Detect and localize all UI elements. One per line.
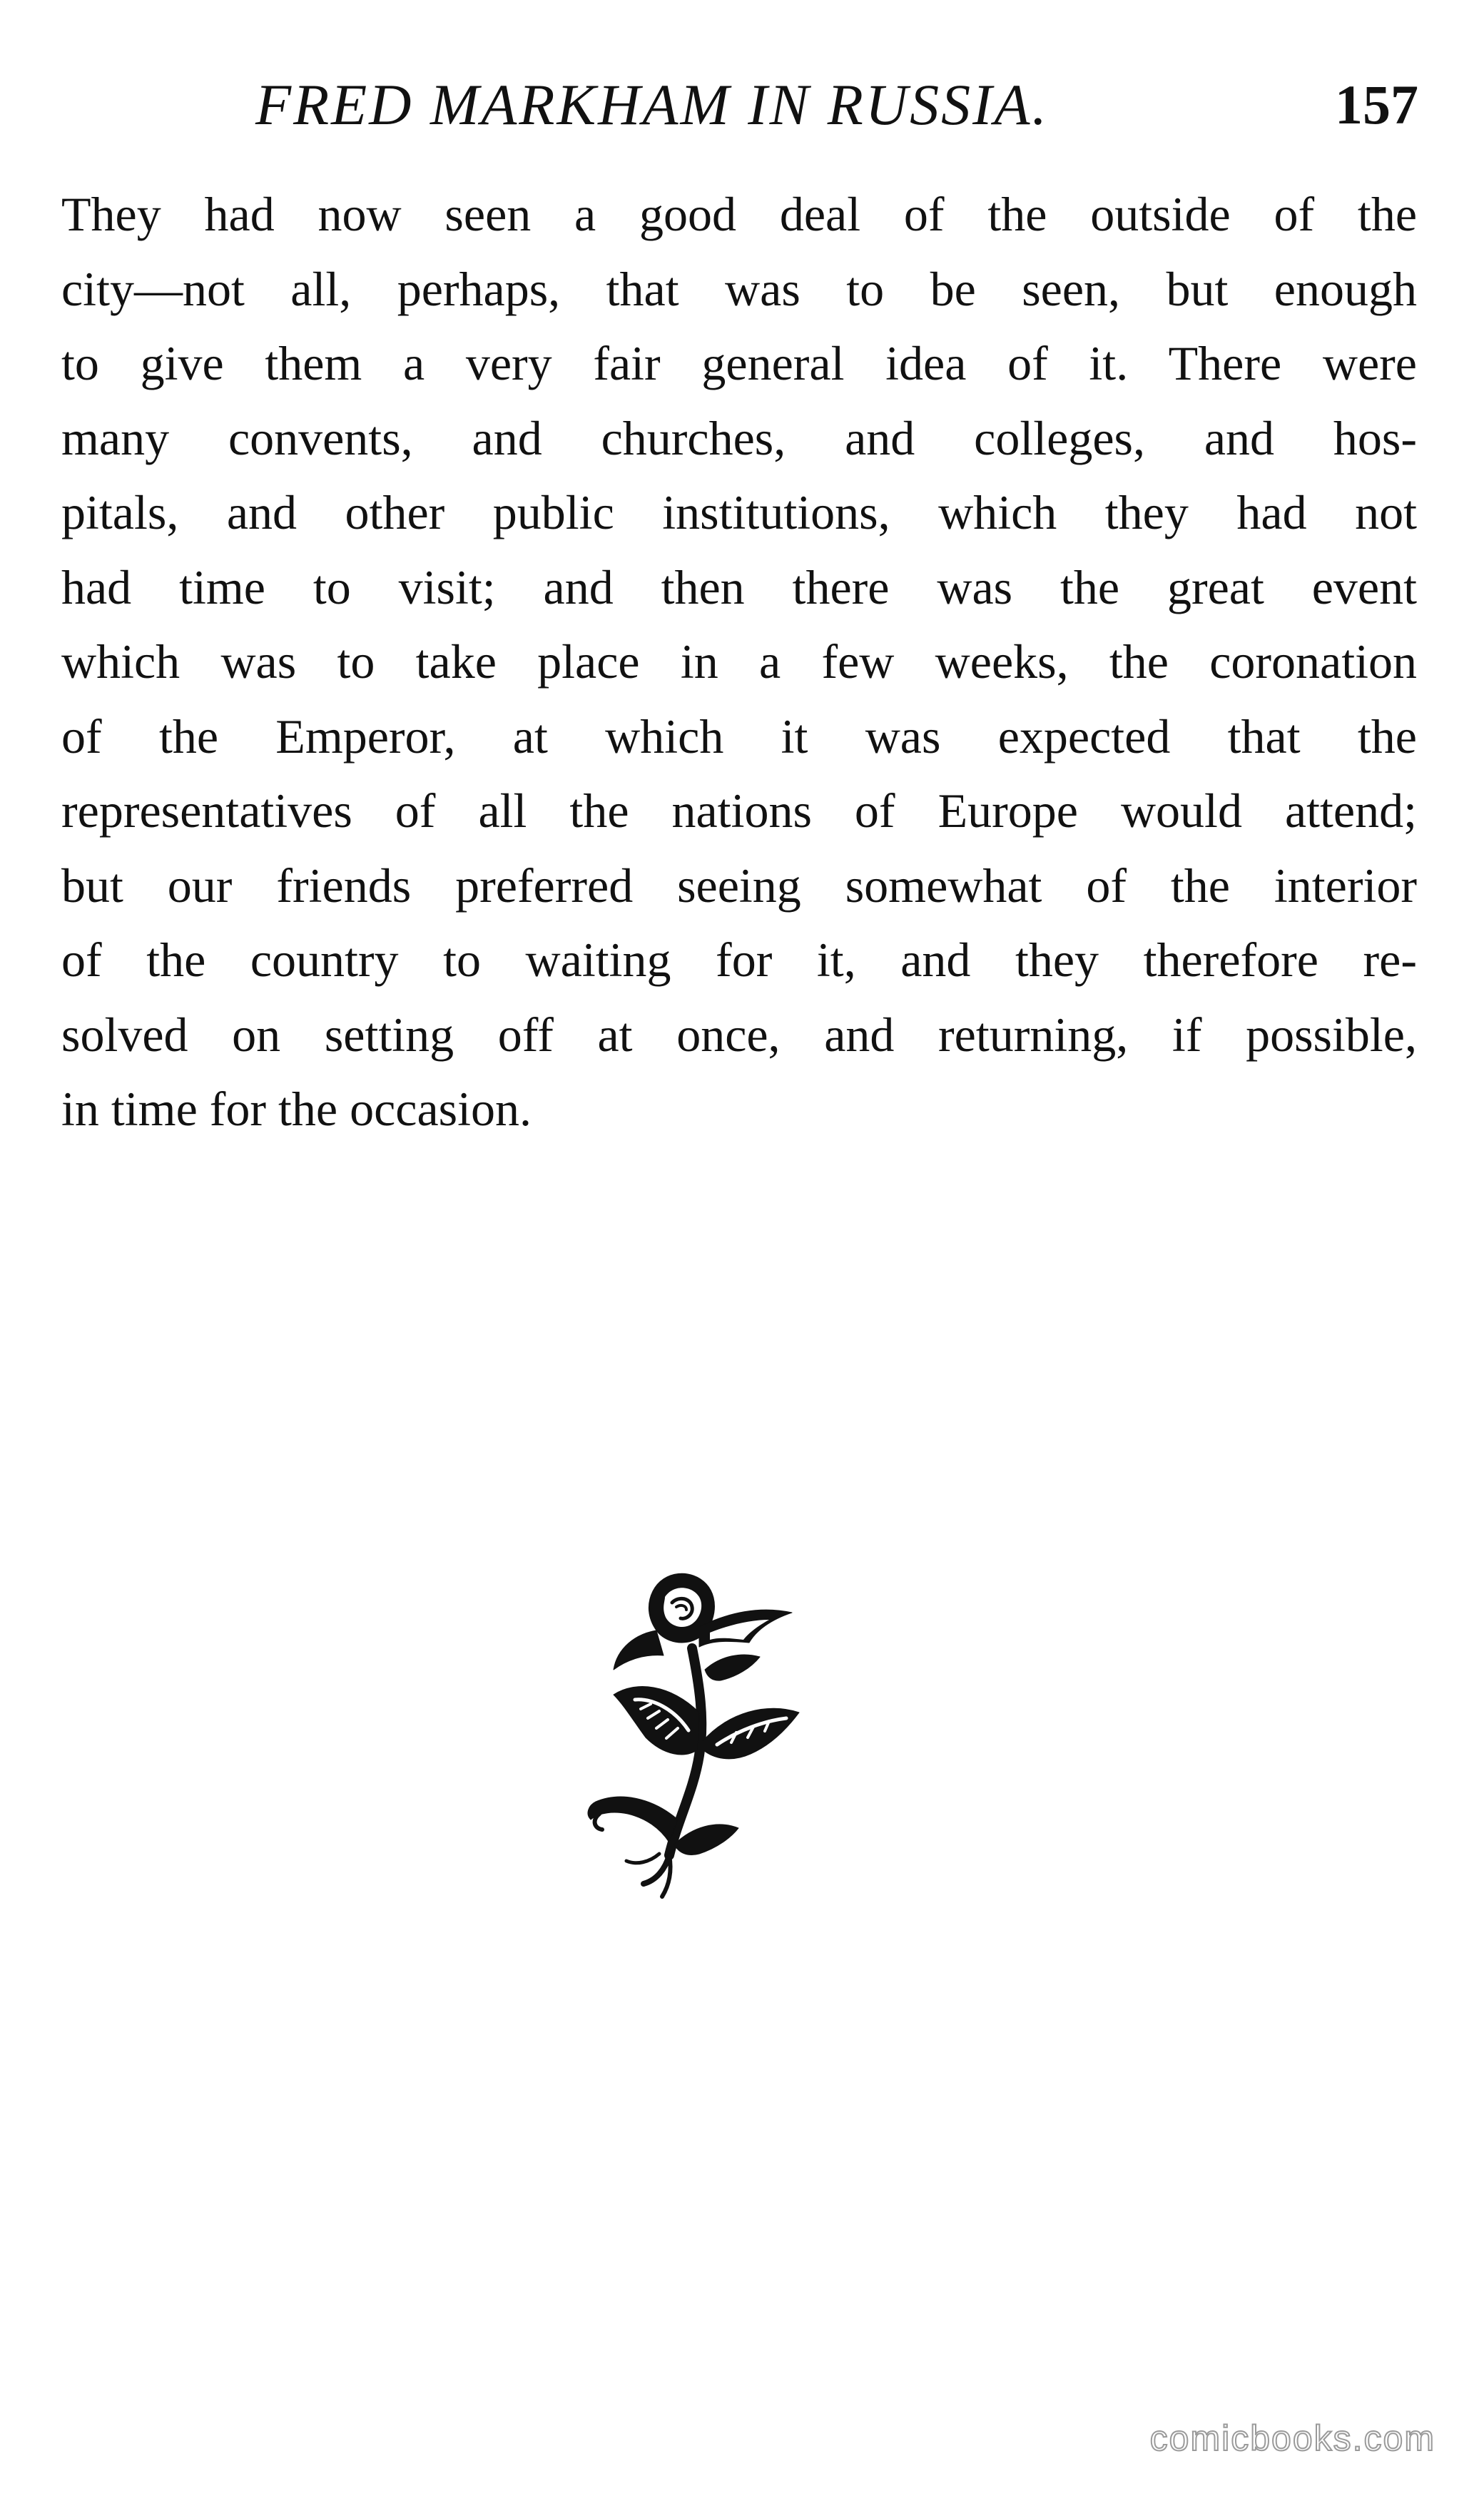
text-line: which was to take place in a few weeks, the coronation [61,634,1417,689]
text-line: solved on setting off at once, and returning, if possible, [61,1007,1417,1062]
text-line: city—not all, perhaps, that was to be seen, but enough [61,261,1417,316]
text-line: representatives of all the nations of Europe would attend; [61,783,1417,838]
text-line: They had now seen a good deal of the outside of the [61,187,1417,241]
text-line: had time to visit; and then there was the great event [61,559,1417,614]
text-line: of the country to waiting for it, and they therefore re- [61,933,1417,987]
text-line: of the Emperor, at which it was expected that the [61,709,1417,763]
page-number: 157 [1335,73,1418,136]
floral-ornament-icon [585,1563,885,1905]
running-head [63,66,1418,144]
text-line: pitals, and other public institutions, which they had not [61,485,1417,539]
text-line: but our friends preferred seeing somewhat of the interior [61,858,1417,913]
running-title: FRED MARKHAM IN RUSSIA. [255,72,1049,137]
text-line: to give them a very fair general idea of it. There were [61,336,1417,390]
body-paragraph [61,177,1417,1147]
watermark: comicbooks.com [1149,2418,1435,2458]
text-line: many convents, and churches, and colleges, and hos- [61,410,1417,465]
text-line: in time for the occasion. [61,1082,532,1136]
